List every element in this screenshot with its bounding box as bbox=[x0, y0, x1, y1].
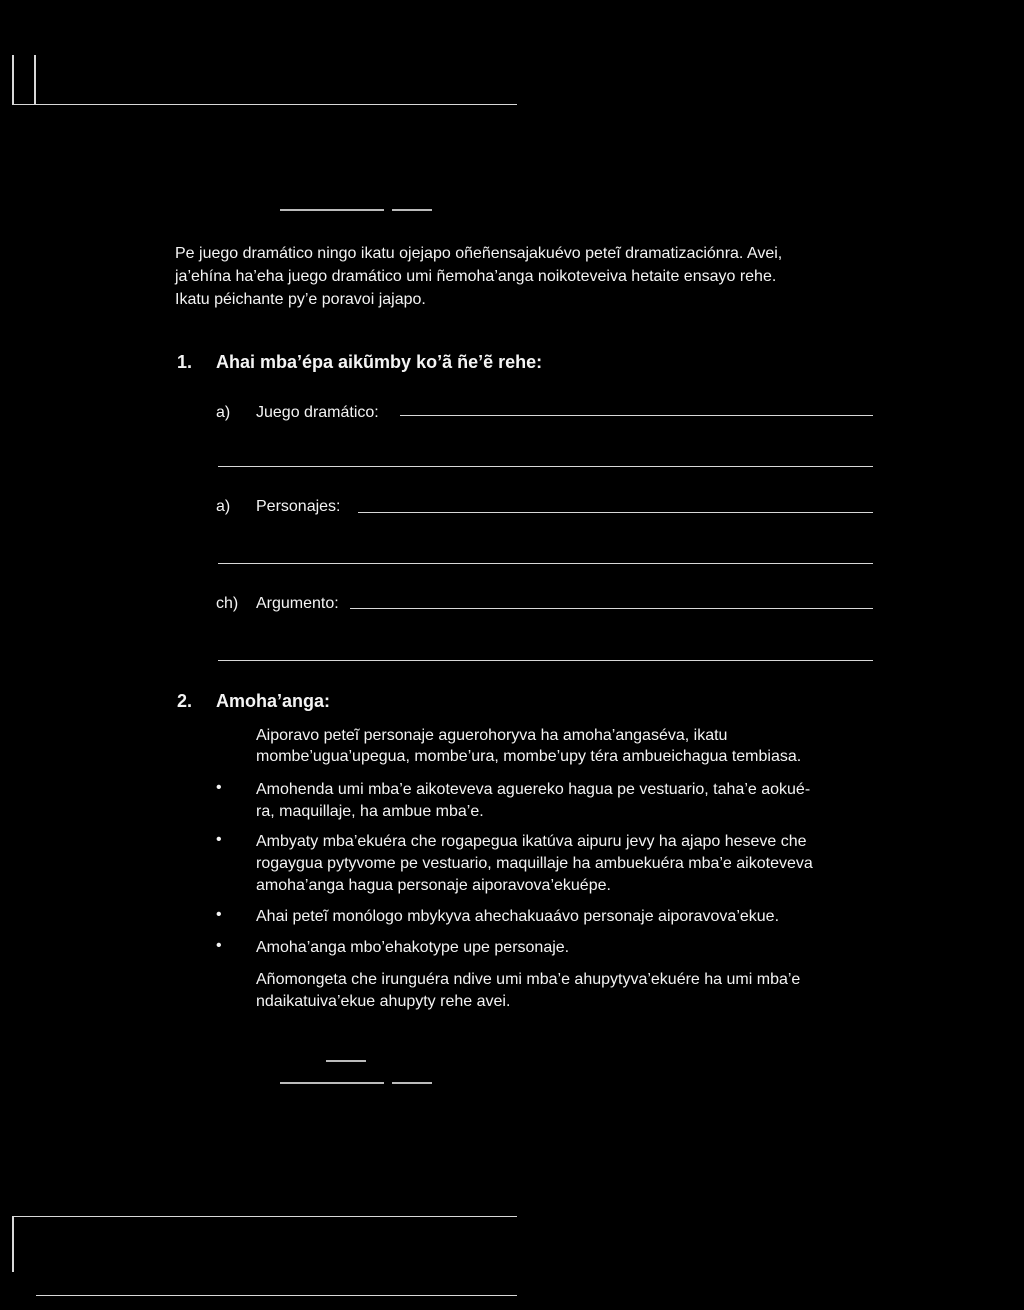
closing-line-1: Añomongeta che irunguéra ndive umi mba’e ahupytyva’ekuére ha umi mba’e bbox=[256, 971, 801, 988]
intro-line-1: Pe juego dramático ningo ikatu ojejapo oñeñensajakuévo peteĩ dramatizaciónra. Avei, bbox=[175, 245, 783, 262]
field-juego-answer-line-2[interactable] bbox=[218, 466, 873, 467]
section1-title: Ahai mba’épa aikũmby ko’ã ñe’ẽ rehe: bbox=[216, 352, 543, 372]
bullet-4-line-1: Amoha’anga mbo’ehakotype upe personaje. bbox=[256, 939, 570, 956]
section2-number: 2. bbox=[177, 691, 193, 711]
field-juego-label: Juego dramático: bbox=[256, 404, 379, 421]
field-personajes-label: Personajes: bbox=[256, 498, 341, 515]
field-argumento-marker: ch) bbox=[216, 595, 239, 612]
field-personajes-marker: a) bbox=[216, 498, 231, 515]
bottom-frame-top-rule bbox=[12, 1216, 517, 1217]
field-argumento-answer-line[interactable] bbox=[350, 608, 873, 609]
section1-number: 1. bbox=[177, 352, 193, 372]
field-argumento-label: Argumento: bbox=[256, 595, 339, 612]
field-argumento-answer-line-2[interactable] bbox=[218, 660, 873, 661]
bullet-1-line-1: Amohenda umi mba’e aikoteveva aguereko hagua pe vestuario, taha’e aokué- bbox=[256, 781, 811, 798]
intro-line-3: Ikatu péichante py’e poravoi jajapo. bbox=[175, 291, 426, 308]
bullet-marker: • bbox=[216, 831, 222, 848]
bottom-frame-bottom-rule bbox=[36, 1295, 517, 1296]
field-personajes-answer-line-2[interactable] bbox=[218, 563, 873, 564]
bullet-1-line-2: ra, maquillaje, ha ambue mba’e. bbox=[256, 803, 484, 820]
top-frame-rule bbox=[12, 104, 517, 105]
section2-title: Amoha’anga: bbox=[216, 691, 331, 711]
bullet-marker: • bbox=[216, 906, 222, 923]
bullet-3-line-1: Ahai peteĩ monólogo mbykyva ahechakuaávo personaje aiporavova’ekue. bbox=[256, 908, 780, 925]
field-juego-answer-line[interactable] bbox=[400, 415, 873, 416]
top-ornament-dash-1 bbox=[280, 209, 384, 211]
bullet-marker: • bbox=[216, 937, 222, 954]
bullet-2-line-3: amoha’anga hagua personaje aiporavova’ekuépe. bbox=[256, 877, 611, 894]
top-frame-left-bar-2 bbox=[34, 55, 36, 105]
bottom-ornament-short bbox=[326, 1060, 366, 1062]
bottom-ornament-dash-1 bbox=[280, 1082, 384, 1084]
bullet-2-line-1: Ambyaty mba’ekuéra che rogapegua ikatúva aipuru jevy ha ajapo heseve che bbox=[256, 833, 807, 850]
bullet-2-line-2: rogaygua pytyvome pe vestuario, maquillaje ha ambuekuéra mba’e aikoteveva bbox=[256, 855, 813, 872]
field-personajes-answer-line[interactable] bbox=[358, 512, 873, 513]
section2-intro-line-2: mombe’ugua’upegua, mombe’ura, mombe’upy téra ambueichagua tembiasa. bbox=[256, 748, 802, 765]
field-juego-marker: a) bbox=[216, 404, 231, 421]
closing-line-2: ndaikatuiva’ekue ahupyty rehe avei. bbox=[256, 993, 511, 1010]
top-ornament-dash-2 bbox=[392, 209, 432, 211]
bullet-marker: • bbox=[216, 779, 222, 796]
bottom-frame-left-bar bbox=[12, 1216, 14, 1272]
top-frame-left-bar-1 bbox=[12, 55, 14, 105]
intro-line-2: ja’ehína ha’eha juego dramático umi ñemoha’anga noikoteveiva hetaite ensayo rehe. bbox=[175, 268, 777, 285]
bottom-ornament-dash-2 bbox=[392, 1082, 432, 1084]
section2-intro-line-1: Aiporavo peteĩ personaje aguerohoryva ha amoha’angaséva, ikatu bbox=[256, 727, 728, 744]
